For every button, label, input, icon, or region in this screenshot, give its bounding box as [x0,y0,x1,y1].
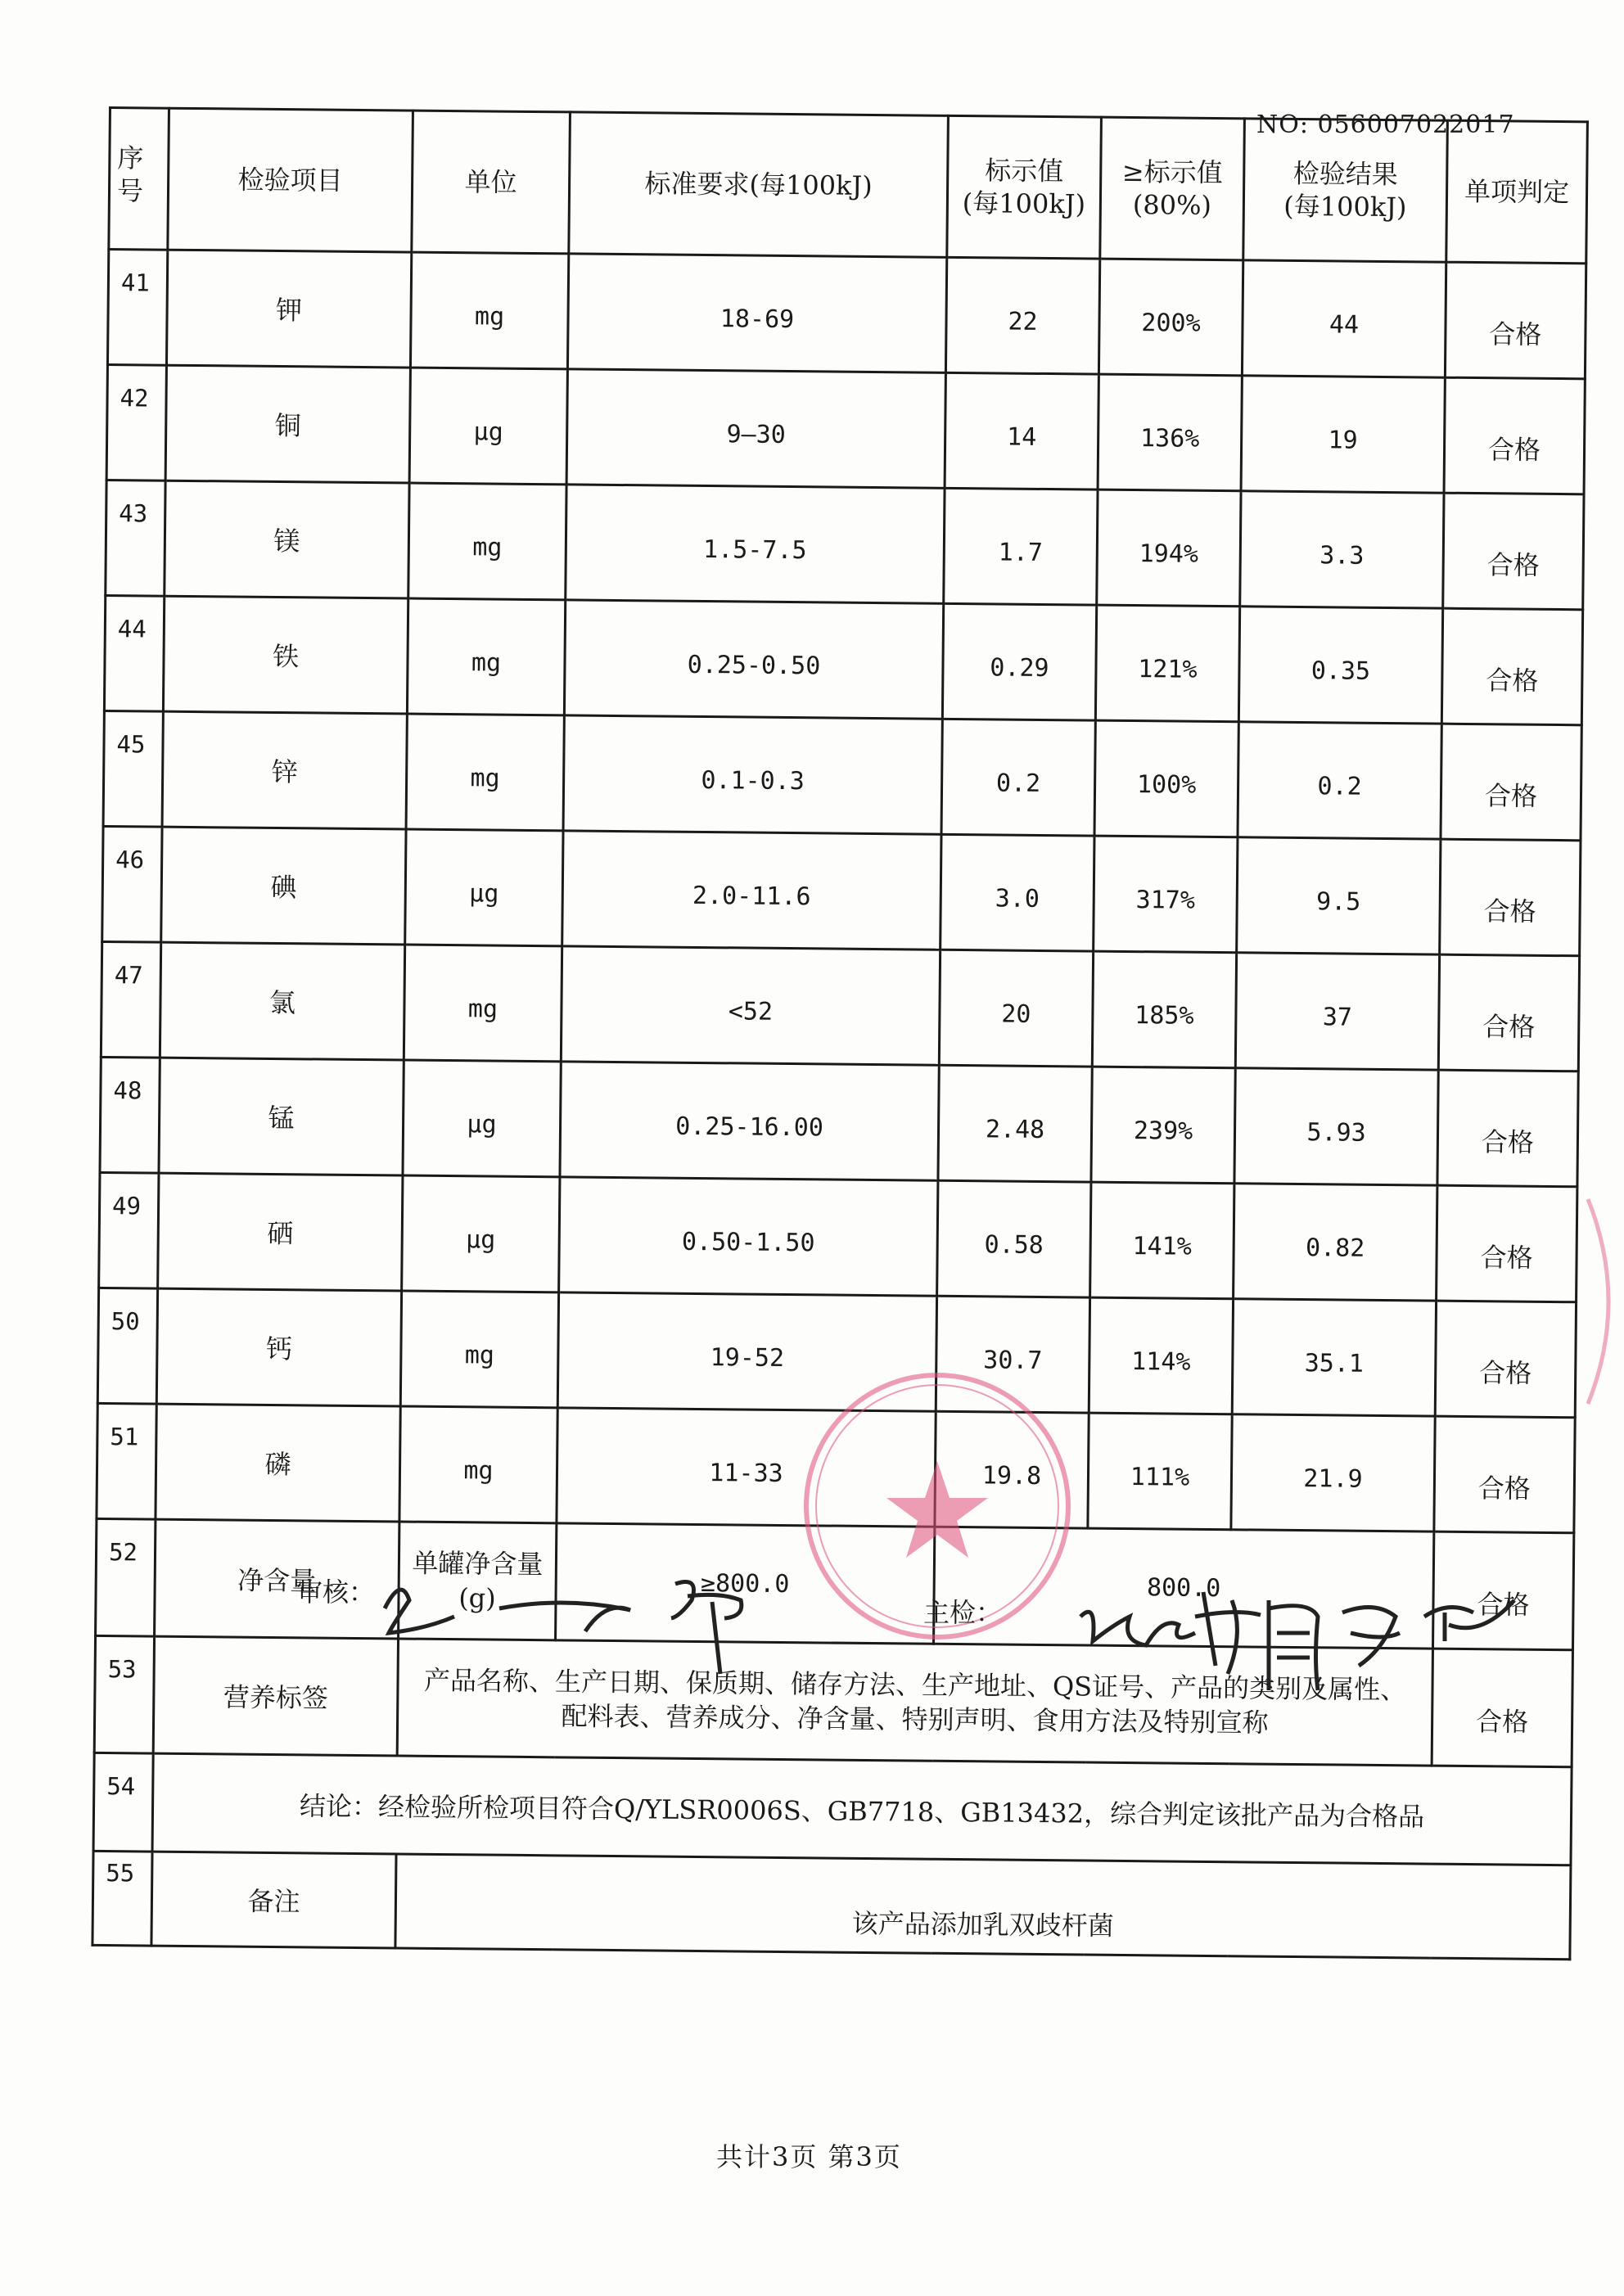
table-header-row [109,108,1588,264]
row-standard: 2.0-11.6 [562,831,941,950]
row-label-value: 22 [945,257,1099,374]
row-result: 35.1 [1232,1299,1436,1416]
row-seq: 48 [100,1057,160,1173]
row-unit: mg [400,1291,558,1408]
inspector-label: 主检： [923,1597,1003,1628]
row-verdict: 合格 [1445,262,1586,379]
row52-seq: 52 [96,1518,156,1636]
row-item: 锰 [159,1058,404,1175]
row-seq: 42 [106,364,166,480]
row53-content-line1: 产品名称、生产日期、保质期、储存方法、生产地址、QS证号、产品的类别及属性、 [423,1664,1407,1706]
header-label-value-line2: (每100kJ) [962,187,1086,220]
row54-seq: 54 [93,1752,153,1852]
row-seq: 43 [106,480,165,596]
row-label-value: 0.29 [942,603,1096,720]
row55-remark: 该产品添加乳双歧杆菌 [395,1854,1571,1960]
row-standard: 0.25-16.00 [560,1062,939,1180]
row-result: 19 [1241,376,1445,493]
row-verdict: 合格 [1444,377,1585,494]
row52-result: 800.0 [934,1527,1434,1649]
row-verdict: 合格 [1438,954,1579,1071]
row-item: 镁 [165,480,409,598]
header-result-line1: 检验结果 [1292,157,1398,191]
row-ratio: 317% [1094,836,1238,953]
row-item: 钾 [166,250,411,368]
row53-content-line2: 配料表、营养成分、净含量、特别声明、食用方法及特别宣称 [561,1700,1269,1739]
header-seq: 序号 [109,108,169,250]
report-number: NO: 056007022017 [1256,111,1515,139]
row52-item: 净含量 [155,1519,399,1639]
header-item: 检验项目 [168,108,413,252]
row-ratio: 100% [1094,720,1238,837]
table-row [103,710,1581,840]
row-ratio: 239% [1091,1067,1235,1184]
header-label-value [947,115,1102,259]
table-row [106,480,1584,609]
row55-item: 备注 [151,1852,396,1948]
table-row [104,595,1582,724]
header-ge-label [1100,117,1245,260]
table-row [101,941,1579,1071]
row-unit: mg [404,945,562,1062]
header-unit: 单位 [412,111,571,254]
row53-verdict: 合格 [1432,1649,1572,1767]
row-verdict: 合格 [1435,1301,1576,1418]
row-standard: 1.5-7.5 [566,485,945,603]
row-ratio: 200% [1098,259,1243,376]
row-label-value: 2.48 [938,1065,1092,1182]
row55-seq: 55 [92,1851,152,1946]
row-result: 9.5 [1237,837,1441,954]
row-standard: 0.1-0.3 [563,715,942,834]
row-seq: 50 [97,1288,157,1404]
row-unit: mg [410,252,568,369]
row-verdict: 合格 [1437,1070,1578,1187]
row-result: 3.3 [1240,491,1444,608]
row-item: 铜 [165,365,410,483]
row-unit: mg [407,598,565,715]
row-verdict: 合格 [1440,839,1581,956]
row-label-value: 14 [945,372,1098,489]
row-standard: 9—30 [566,369,945,488]
header-result [1243,119,1448,262]
row-verdict: 合格 [1441,724,1581,841]
header-ge-label-line1: ≥标示值 [1121,156,1223,189]
row-ratio: 141% [1090,1182,1234,1299]
row-item: 钙 [156,1288,401,1406]
row-seq: 51 [97,1403,156,1519]
row-unit: mg [406,714,564,831]
row-standard: 0.50-1.50 [559,1177,938,1296]
header-result-line2: (每100kJ) [1283,190,1407,223]
table-row-remark [92,1851,1571,1959]
row52-verdict: 合格 [1432,1531,1573,1650]
table-row-conclusion [93,1752,1572,1865]
header-ge-label-line2: (80%) [1132,189,1212,221]
header-label-value-line1: 标示值 [985,155,1064,187]
row-result: 0.35 [1238,607,1442,724]
row-seq: 46 [102,826,162,942]
table-row [107,250,1586,379]
reviewer-signature [377,1551,802,1682]
row53-item: 营养标签 [153,1636,398,1756]
row-ratio: 185% [1092,951,1236,1068]
row-label-value: 0.58 [937,1180,1091,1297]
page-footer: 共计3页 第3页 [716,2141,902,2172]
row-unit: mg [408,483,566,600]
row-ratio: 121% [1095,605,1239,722]
row-result: 0.2 [1238,722,1441,839]
row52-unit-line2: (g) [458,1582,496,1614]
row-verdict: 合格 [1443,493,1584,610]
row-seq: 44 [104,595,164,711]
row-verdict: 合格 [1441,608,1582,725]
row-label-value: 30.7 [936,1296,1089,1413]
row-label-value: 20 [939,950,1093,1067]
row-unit: μg [402,1175,560,1292]
row-standard: 0.25-0.50 [564,600,943,719]
row-item: 磷 [156,1404,400,1522]
header-standard: 标准要求(每100kJ) [569,112,949,257]
row-label-value: 3.0 [941,834,1094,951]
row-result: 44 [1242,260,1446,377]
row-label-value: 19.8 [935,1411,1089,1528]
table-row [106,364,1585,494]
row52-standard: ≥800.0 [556,1523,935,1644]
row-ratio: 114% [1089,1297,1233,1414]
row-item: 氯 [160,942,404,1060]
row-unit: μg [409,368,567,485]
row-result: 0.82 [1234,1184,1437,1301]
row-verdict: 合格 [1434,1416,1575,1533]
inspector-signature [1072,1568,1531,1715]
row-standard: 19-52 [557,1292,936,1411]
row52-unit-line1: 单罐净含量 [412,1547,544,1581]
row-item: 碘 [161,827,406,945]
row-unit: μg [405,829,563,946]
header-verdict: 单项判定 [1446,120,1588,264]
row-seq: 49 [99,1172,159,1288]
row-seq: 45 [103,710,163,827]
row-label-value: 0.2 [941,719,1095,836]
row-standard: 18-69 [567,254,946,372]
row-unit: μg [403,1060,561,1177]
row-result: 21.9 [1231,1414,1435,1531]
row-standard: <52 [561,946,940,1065]
row-ratio: 136% [1098,374,1242,491]
row-seq: 41 [107,250,167,366]
row53-seq: 53 [94,1635,154,1753]
table-row [100,1057,1578,1186]
table-row [99,1172,1577,1301]
row-item: 锌 [162,711,407,829]
row-result: 37 [1235,953,1439,1070]
row-label-value: 1.7 [944,488,1098,605]
seal-edge-fragment [1584,1195,1624,1408]
table-row [102,826,1581,955]
row-standard: 11-33 [557,1408,936,1527]
row-result: 5.93 [1234,1068,1438,1185]
reviewer-label: 审核： [296,1577,376,1608]
row-unit: mg [399,1406,557,1523]
row54-conclusion: 结论：经检验所检项目符合Q/YLSR0006S、GB7718、GB13432，综合判定该批产品为合格品 [152,1753,1572,1865]
row-verdict: 合格 [1437,1185,1577,1302]
row-ratio: 111% [1088,1413,1232,1530]
row-item: 硒 [158,1173,403,1291]
row-item: 铁 [163,596,408,714]
row-ratio: 194% [1097,489,1241,607]
row-seq: 47 [101,941,160,1058]
